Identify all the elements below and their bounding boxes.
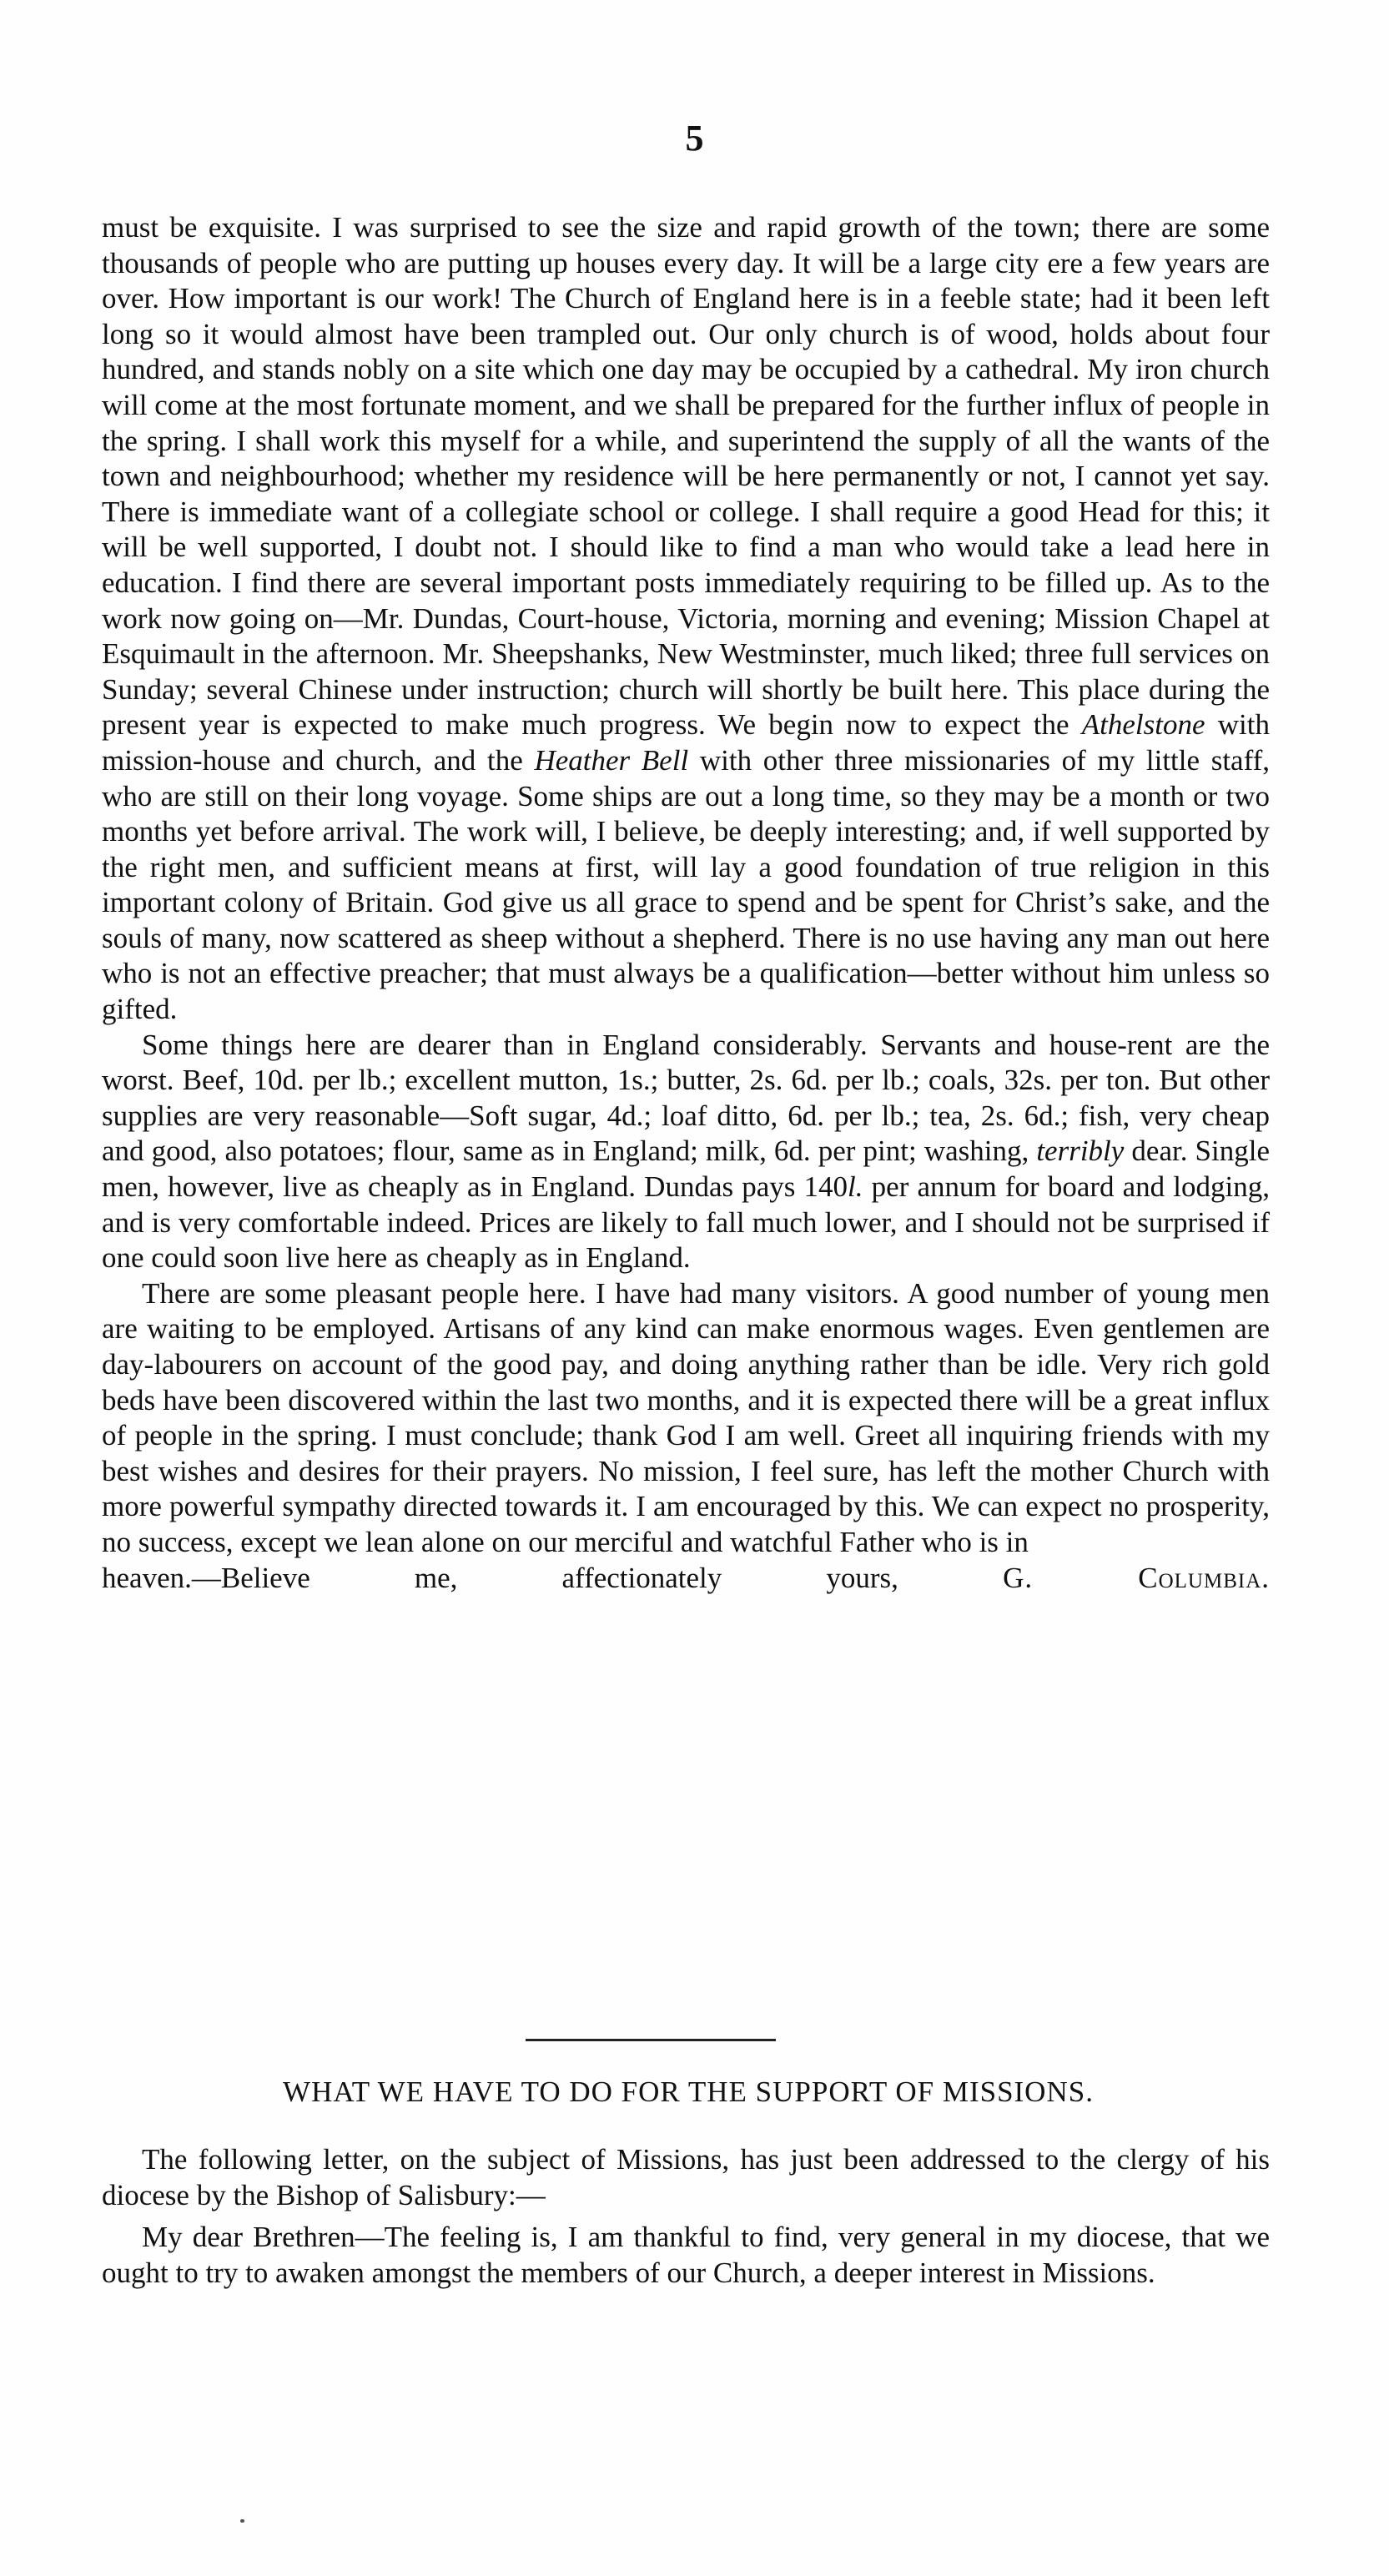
letter-paragraph-3 bbox=[102, 1276, 1270, 1561]
page-number: 5 bbox=[685, 118, 704, 158]
paragraph-1-text-b: with mission-house and church, and the bbox=[102, 708, 1270, 777]
print-speck bbox=[240, 2519, 244, 2523]
paragraph-1-text-c: with other three missionaries of my little staff, who are still on their long voyage. Some ships are out a long time, so they may be a month or two months yet before arrival. The work will, I believe, be deeply interesting; and, if well supported by the right men, and sufficient means at first, will lay a good foundation of true religion in this important colony of Britain. God give us all grace to spend and be spent for Christ’s sake, and the souls of many, now scattered as sheep without a shepherd. There is no use having any man out here who is not an effective preacher; that must always be a qualification—better without him unless so gifted. bbox=[102, 743, 1271, 1026]
letter-closing-line bbox=[102, 1561, 1270, 1597]
letter-paragraph-1 bbox=[102, 210, 1270, 1028]
paragraph-2-text-b: dear. Single men, however, live as cheaply as in England. Dundas pays bbox=[102, 1135, 1270, 1204]
section-heading: WHAT WE HAVE TO DO FOR THE SUPPORT OF MISSIONS. bbox=[283, 2075, 1094, 2108]
section-intro: The following letter, on the subject of Missions, has just been addressed to the clergy of his diocese by the Bishop of Salisbury:— bbox=[102, 2143, 1270, 2211]
section-divider bbox=[526, 2039, 776, 2041]
paragraph-2-text-c: per annum for board and lodging, and is very comfortable indeed. Prices are likely to fall much lower, and I should not be surprised if one could soon live here as cheaply as in England. bbox=[102, 1170, 1271, 1275]
section-letter-opening: My dear Brethren—The feeling is, I am thankful to find, very general in my diocese, that we ought to try to awaken amongst the members of our Church, a deeper interest in Missions. bbox=[102, 2221, 1270, 2289]
letter-body bbox=[102, 210, 1270, 1596]
amount-value: 140 bbox=[803, 1170, 848, 1204]
letter-paragraph-2 bbox=[102, 1028, 1270, 1276]
paragraph-1-text: must be exquisite. I was surprised to see the size and rapid growth of the town; there are some thousands of people who are putting up houses every day. It will be a large city ere a few years are over. How important is our work! The Church of England here is in a feeble state; had it been left long so it would almost have been trampled out. Our only church is of wood, holds about four hundred, and stands nobly on a site which one day may be occupied by a cathedral. My iron church will come at the most fortunate moment, and we shall be prepared for the further influx of people in the spring. I shall work this myself for a while, and superintend the supply of all the wants of the town and neighbourhood; whether my residence will be here permanently or not, I cannot yet say. There is immediate want of a collegiate school or college. I shall require a good Head for this; it will be well supported, I doubt not. I should like to find a man who would take a lead here in education. I find there are several important posts immediately requiring to be filled up. As to the work now going on—Mr. Dundas, Court-house, Victoria, morning and evening; Mission Chapel at Esquimault in the afternoon. Mr. Sheepshanks, New Westminster, much liked; three full services on Sunday; several Chinese under instruction; church will shortly be built here. This place during the present year is expected to make much progress. We begin now to expect the bbox=[102, 211, 1270, 742]
closing-text: heaven.—Believe me, affectionately yours, bbox=[102, 1561, 898, 1594]
ship-name-heather-bell: Heather Bell bbox=[534, 743, 689, 777]
paragraph-2-text: Some things here are dearer than in England considerably. Servants and house-rent are the worst. Beef, 10d. per lb.; excellent mutton, 1s.; butter, 2s. 6d. per lb.; coals, 32s. per ton. But other supplies are very reasonable—Soft sugar, 4d.; loaf ditto, 6d. per lb.; tea, 2s. 6d.; fish, very cheap and good, also potatoes; flour, same as in England; milk, 6d. per pint; washing, bbox=[102, 1028, 1270, 1168]
emphasis-terribly: terribly bbox=[1036, 1135, 1125, 1168]
section-body bbox=[102, 2142, 1270, 2291]
ship-name-athelstone: Athelstone bbox=[1081, 708, 1205, 742]
amount-unit: l. bbox=[848, 1170, 863, 1204]
signature: G. Columbia. bbox=[1003, 1561, 1270, 1594]
paragraph-3-text: There are some pleasant people here. I have had many visitors. A good number of young men are waiting to be employed. Artisans of any kind can make enormous wages. Even gentlemen are day-labourers on account of the good pay, and doing anything rather than be idle. Very rich gold beds have been discovered within the last two months, and it is expected there will be a great influx of people in the spring. I must conclude; thank God I am well. Greet all inquiring friends with my best wishes and desires for their prayers. No mission, I feel sure, has left the mother Church with more powerful sympathy directed towards it. I am encouraged by this. We can expect no prosperity, no success, except we lean alone on our merciful and watchful Father who is in bbox=[102, 1276, 1270, 1558]
